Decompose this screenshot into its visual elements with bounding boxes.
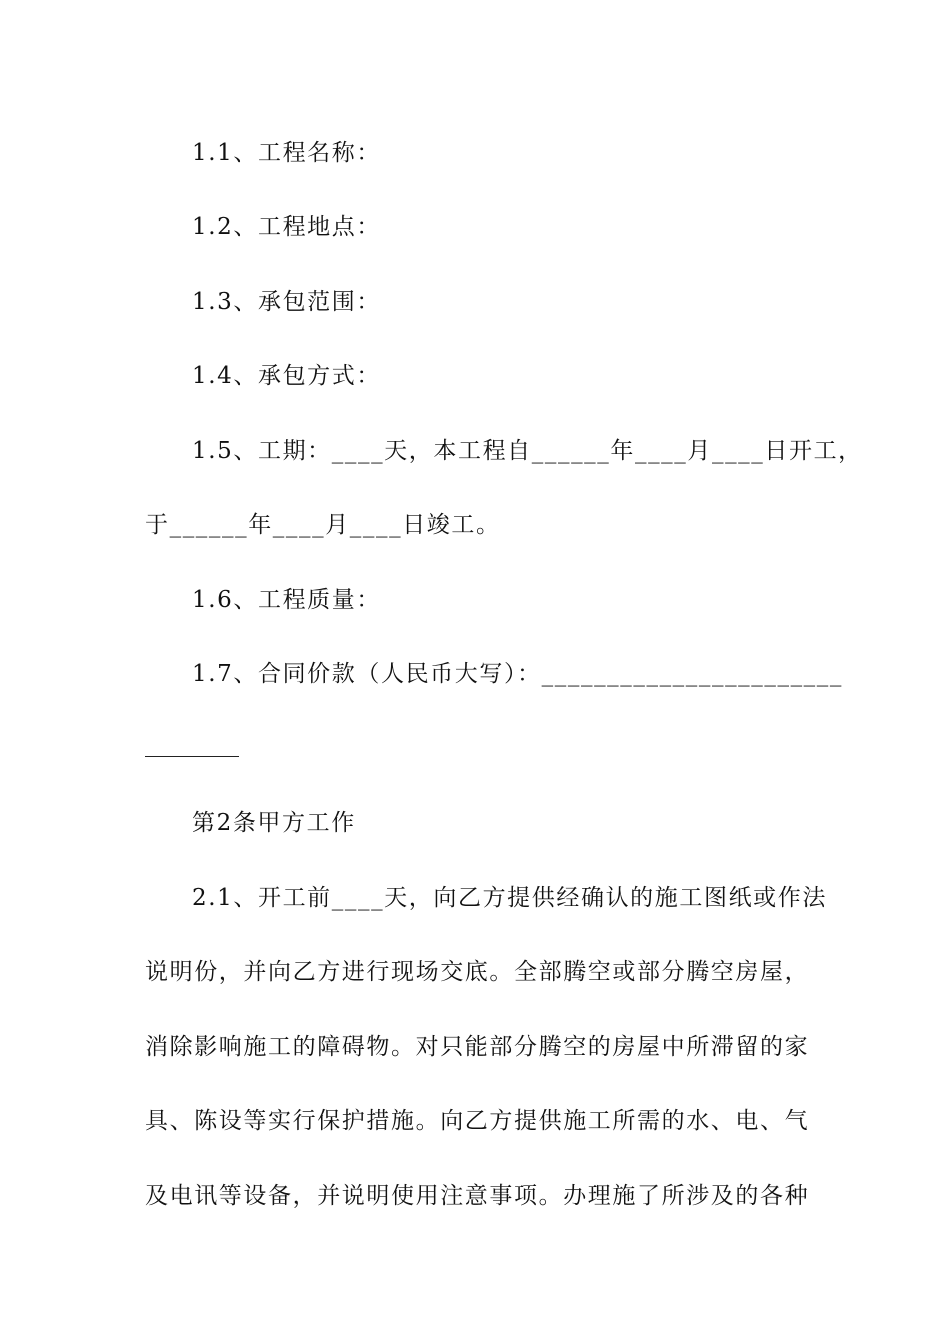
clause-2-1-line-3: 消除影响施工的障碍物。对只能部分腾空的房屋中所滞留的家: [145, 1034, 810, 1060]
clause-1-2: 1.2、工程地点：: [192, 214, 381, 240]
clause-2-1-line-2: 说明份，并向乙方进行现场交底。全部腾空或部分腾空房屋，: [145, 959, 810, 985]
clause-2-1-line-5: 及电讯等设备，并说明使用注意事项。办理施了所涉及的各种: [145, 1183, 810, 1209]
clause-1-6: 1.6、工程质量：: [192, 587, 381, 613]
clause-1-1: 1.1、工程名称：: [192, 140, 381, 166]
clause-1-4: 1.4、承包方式：: [192, 363, 381, 389]
clause-1-3: 1.3、承包范围：: [192, 289, 381, 315]
clause-1-7: 1.7、合同价款（人民币大写）：_______________________: [192, 661, 843, 687]
clause-1-5-line-2: 于______年____月____日竣工。: [145, 512, 501, 538]
clause-1-5-line-1: 1.5、工期：____天，本工程自______年____月____日开工，: [192, 438, 863, 464]
blank-underline: [145, 756, 239, 757]
clause-2-1-line-4: 具、陈设等实行保护措施。向乙方提供施工所需的水、电、气: [145, 1108, 810, 1134]
section-heading-2: 第2条甲方工作: [192, 810, 356, 836]
clause-2-1-line-1: 2.1、开工前____天，向乙方提供经确认的施工图纸或作法: [192, 885, 827, 911]
